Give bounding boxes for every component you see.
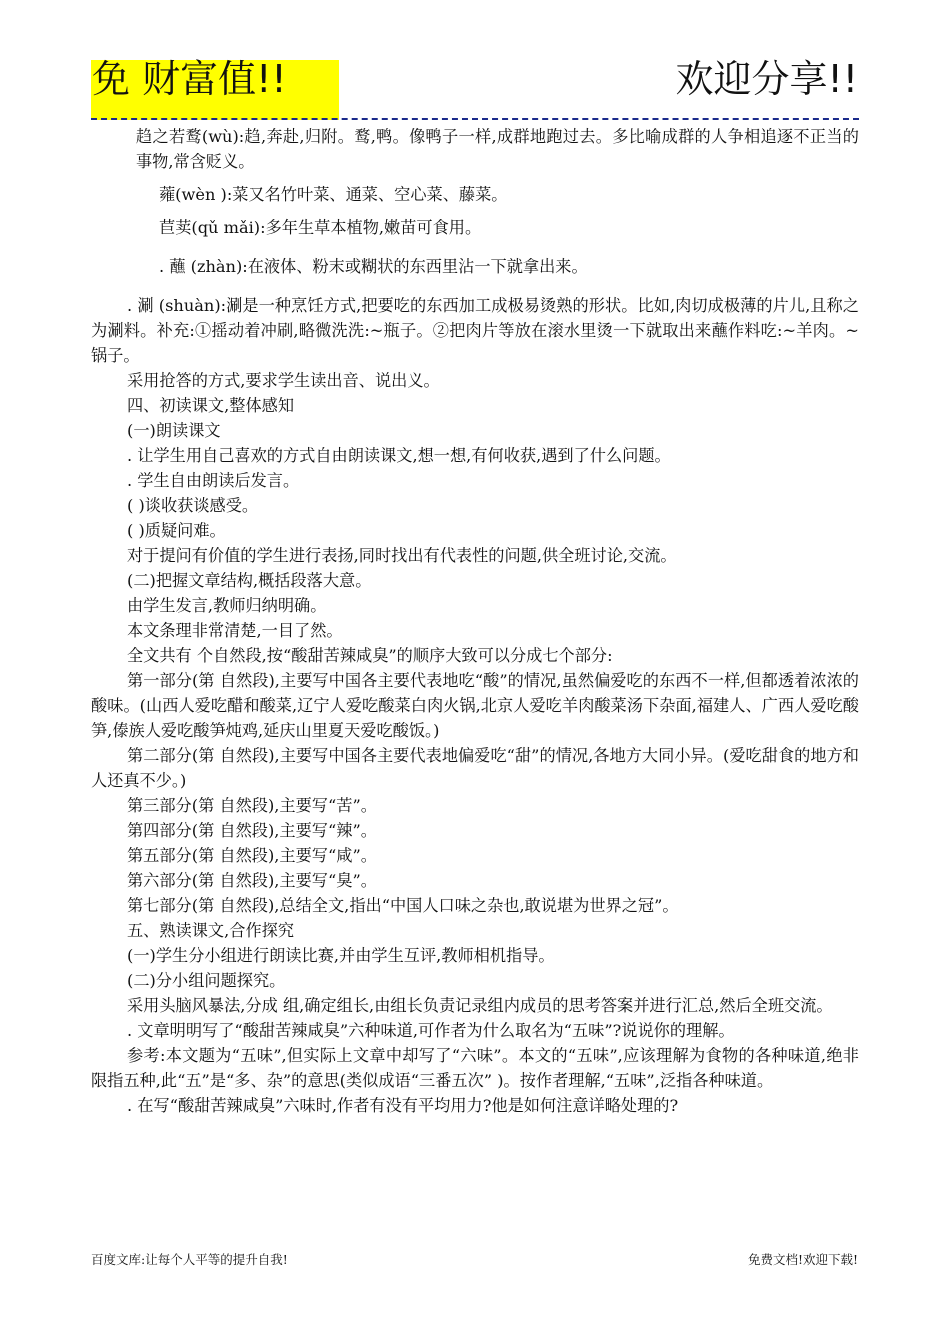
section-heading: 五、熟读课文,合作探究	[127, 921, 295, 940]
vocab-zhan: . 蘸 (zhàn):在液体、粉末或糊状的东西里沾一下就拿出来。	[159, 257, 588, 276]
question-one: . 文章明明写了“酸甜苦辣咸臭”六种味道,可作者为什么取名为“五味”?说说你的理解。	[127, 1021, 735, 1040]
text-line: 对于提问有价值的学生进行表扬,同时找出有代表性的问题,供全班讨论,交流。	[127, 546, 677, 565]
footer-right-text: 免费文档!欢迎下载!	[747, 1252, 858, 1267]
text-line: 全文共有 个自然段,按“酸甜苦辣咸臭”的顺序大致可以分成七个部分:	[127, 646, 613, 665]
section-heading: 四、初读课文,整体感知	[127, 396, 295, 415]
text-line: . 学生自由朗读后发言。	[127, 471, 300, 490]
subsection-heading: (一)朗读课文	[127, 421, 221, 440]
part-four: 第四部分(第 自然段),主要写“辣”。	[127, 821, 377, 840]
vocab-shuan: . 涮 (shuàn):涮是一种烹饪方式,把要吃的东西加工成极易烫熟的形状。比如,肉切成极薄的片儿,且称之为涮料。补充:①摇动着冲刷,略微洗洗:~瓶子。②把肉片等放在滚水里烫一下就取出来蘸作料吃:~羊肉。~锅子。	[91, 296, 859, 365]
part-five: 第五部分(第 自然段),主要写“咸”。	[127, 846, 377, 865]
text-line: . 让学生用自己喜欢的方式自由朗读课文,想一想,有何收获,遇到了什么问题。	[127, 446, 671, 465]
text-line: 本文条理非常清楚,一目了然。	[127, 621, 343, 640]
part-six: 第六部分(第 自然段),主要写“臭”。	[127, 871, 377, 890]
text-line: ( )谈收获谈感受。	[127, 496, 259, 515]
footer-left-text: 百度文库:让每个人平等的提升自我!	[91, 1252, 288, 1267]
vocab-weng: 蕹(wèn ):菜又名竹叶菜、通菜、空心菜、藤菜。	[159, 185, 508, 204]
subsection-heading: (二)把握文章结构,概括段落大意。	[127, 571, 372, 590]
part-three: 第三部分(第 自然段),主要写“苦”。	[127, 796, 377, 815]
subsection-heading: (二)分小组问题探究。	[127, 971, 286, 990]
part-seven: 第七部分(第 自然段),总结全文,指出“中国人口味之杂也,敢说堪为世界之冠”。	[127, 896, 679, 915]
header-left-text: 免 财富值!!	[92, 57, 287, 101]
part-two: 第二部分(第 自然段),主要写中国各主要代表地偏爱吃“甜”的情况,各地方大同小异。(爱吃甜食的地方和人还真不少。)	[91, 746, 859, 790]
text-line: 采用头脑风暴法,分成 组,确定组长,由组长负责记录组内成员的思考答案并进行汇总,然后全班交流。	[127, 996, 833, 1015]
document-body	[91, 124, 859, 1118]
subsection-heading: (一)学生分小组进行朗读比赛,并由学生互评,教师相机指导。	[127, 946, 555, 965]
reference-answer: 参考:本文题为“五味”,但实际上文章中却写了“六味”。本文的“五味”,应该理解为食物的各种味道,绝非限指五种,此“五”是“多、杂”的意思(类似成语“三番五次” )。按作者理解,“五味”,泛指各种味道。	[91, 1046, 859, 1090]
vocab-qu-mai: 苣荬(qǔ mǎi):多年生草本植物,嫩苗可食用。	[159, 218, 482, 237]
vocab-qu-zhi-ruo-wu: 趋之若鹜(wù):趋,奔赴,归附。鹜,鸭。像鸭子一样,成群地跑过去。多比喻成群的人争相追逐不正当的事物,常含贬义。	[136, 127, 859, 171]
text-line: ( )质疑问难。	[127, 521, 226, 540]
dashed-divider	[91, 118, 859, 120]
text-line: 由学生发言,教师归纳明确。	[127, 596, 327, 615]
header-right-text: 欢迎分享!!	[675, 57, 858, 101]
part-one: 第一部分(第 自然段),主要写中国各主要代表地吃“酸”的情况,虽然偏爱吃的东西不一样,但都透着浓浓的酸味。(山西人爱吃醋和酸菜,辽宁人爱吃酸菜白肉火锅,北京人爱吃羊肉酸菜汤下杂面,福建人、广西人爱吃酸笋,傣族人爱吃酸笋炖鸡,延庆山里夏天爱吃酸饭。)	[91, 671, 859, 740]
question-two: . 在写“酸甜苦辣咸臭”六味时,作者有没有平均用力?他是如何注意详略处理的?	[127, 1096, 679, 1115]
text-line: 采用抢答的方式,要求学生读出音、说出义。	[127, 371, 440, 390]
